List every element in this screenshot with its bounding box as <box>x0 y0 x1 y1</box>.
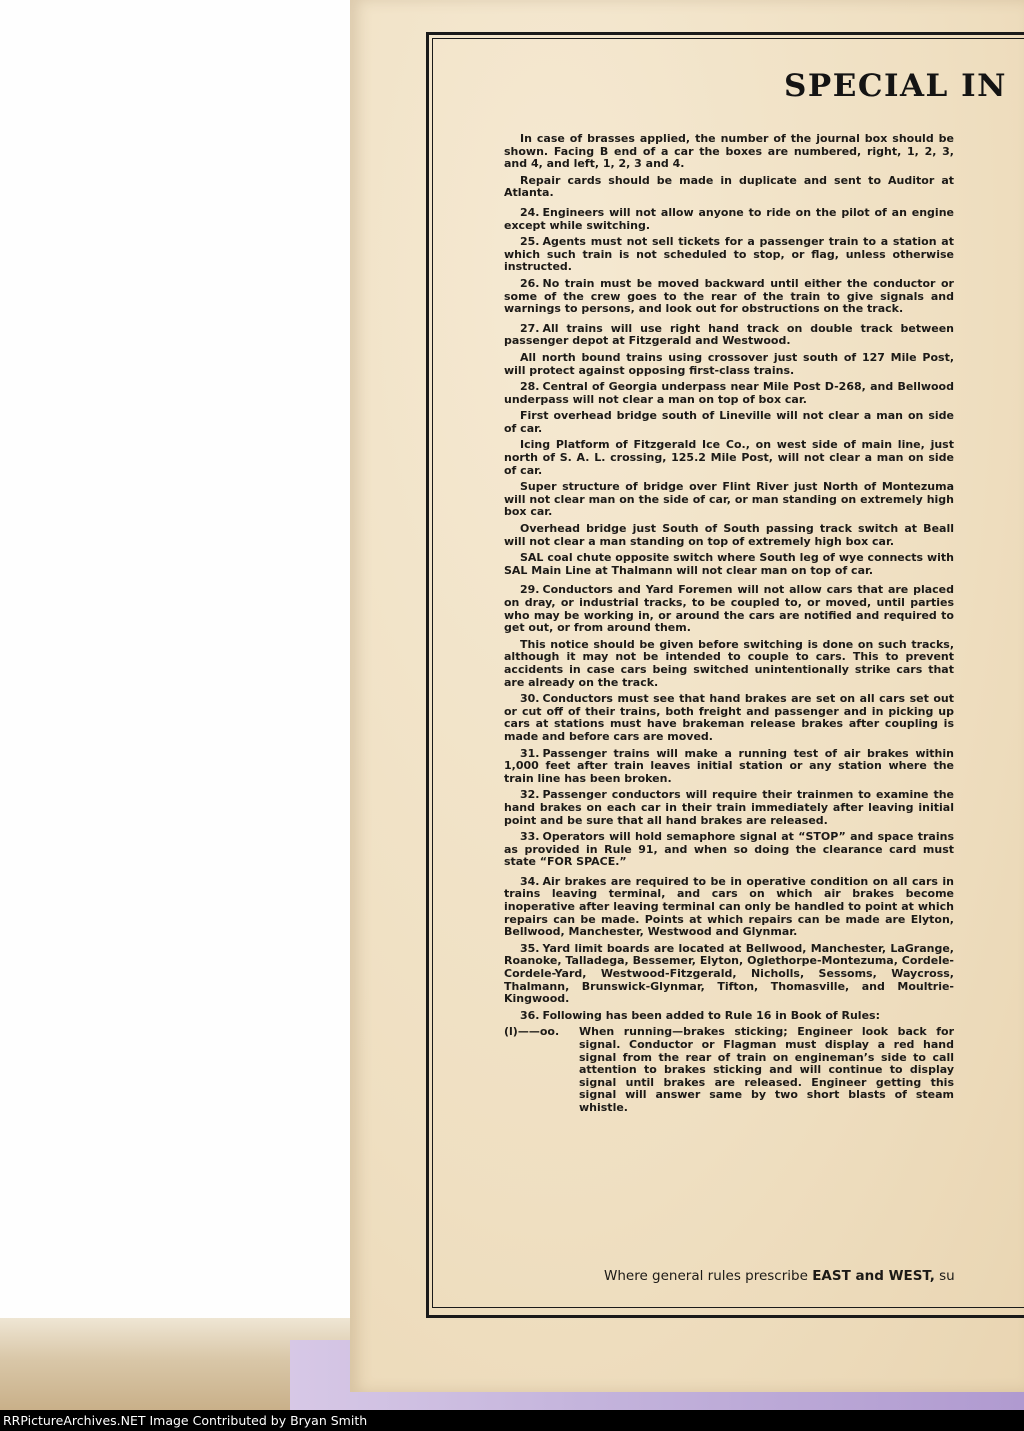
instruction-text: Following has been added to Rule 16 in Book of Rules: <box>542 1008 880 1022</box>
rule-number: 32. <box>520 788 540 802</box>
footer-note-after: su <box>934 1268 955 1284</box>
instruction-text: Central of Georgia underpass near Mile Post D-268, and Bellwood underpass will not clear a man on top of box car. <box>504 380 954 406</box>
instruction-paragraph <box>504 552 954 577</box>
instruction-paragraph <box>504 481 954 519</box>
instruction-text: Repair cards should be made in duplicate and sent to Auditor at Atlanta. <box>504 173 954 200</box>
instruction-paragraph <box>504 748 954 786</box>
instruction-text: All trains will use right hand track on double track between passenger depot at Fitzgerald and Westwood. <box>504 321 954 348</box>
instruction-paragraph <box>504 1010 954 1023</box>
instruction-text: Yard limit boards are located at Bellwood, Manchester, LaGrange, Roanoke, Talladega, Bessemer, Elyton, Oglethorpe-Montezuma, Cordele-Cordele-Yard, Westwood-Fitzgerald, Nicholls, Sessoms, Waycross, Thalmann, Brunswick-Glynmar, Tifton, Thomasville, and Moultrie-Kingwood. <box>504 941 954 1006</box>
instructions-list <box>504 133 954 1022</box>
rule-number: 35. <box>520 941 540 955</box>
sub-item-text: When running—brakes sticking; Engineer look back for signal. Conductor or Flagman must display a red hand signal from the rear of train on engineman’s side to call attention to brakes sticking and will continue to display signal until brakes are released. Engineer getting this signal will answer same by two short blasts of steam whistle. <box>579 1025 954 1114</box>
instruction-paragraph <box>504 175 954 200</box>
instruction-text: Conductors must see that hand brakes are set on all cars set out or cut off of their trains, both freight and passenger and in picking up cars at stations must have brakeman release brakes after coupling is made and before cars are moved. <box>504 692 954 743</box>
instruction-text: Operators will hold semaphore signal at “STOP” and space trains as provided in Rule 91, and when so doing the clearance card must state “FOR SPACE.” <box>504 830 954 869</box>
instruction-paragraph <box>504 789 954 827</box>
instruction-paragraph <box>504 693 954 743</box>
blank-facing-page <box>0 0 351 1410</box>
footer-note-before: Where general rules prescribe <box>604 1268 813 1284</box>
instruction-paragraph <box>504 207 954 232</box>
instruction-text: Passenger trains will make a running test of air brakes within 1,000 feet after train leaves initial station or any station where the train line has been broken. <box>504 746 954 785</box>
instruction-text: Passenger conductors will require their trainmen to examine the hand brakes on each car in their train immediately after leaving initial point and be sure that all hand brakes are released. <box>504 788 954 827</box>
instruction-paragraph <box>504 876 954 939</box>
instruction-paragraph <box>504 943 954 1006</box>
instruction-text: No train must be moved backward until either the conductor or some of the crew goes to the rear of the train to give signals and warnings to persons, and look out for obstructions on the track. <box>504 276 954 316</box>
instruction-text: SAL coal chute opposite switch where South leg of wye connects with SAL Main Line at Thalmann will not clear man on top of car. <box>504 551 954 577</box>
instruction-paragraph <box>504 584 954 634</box>
instruction-text: Engineers will not allow anyone to ride on the pilot of an engine except while switching. <box>504 205 954 232</box>
rule-number: 26. <box>520 276 540 290</box>
rule-number: 33. <box>520 830 540 844</box>
rule-sub-item <box>504 1026 954 1114</box>
instruction-paragraph <box>504 523 954 548</box>
rule-number: 36. <box>520 1008 540 1022</box>
instruction-paragraph <box>504 236 954 274</box>
instruction-paragraph <box>504 831 954 869</box>
instruction-paragraph <box>504 278 954 316</box>
sub-item-marker: (l)——oo. <box>504 1025 560 1039</box>
instruction-paragraph <box>504 323 954 348</box>
rule-number: 25. <box>520 235 540 249</box>
instruction-text: Super structure of bridge over Flint River just North of Montezuma will not clear man on the side of car, or man standing on extremely high box car. <box>504 480 954 519</box>
instruction-text: Conductors and Yard Foremen will not allow cars that are placed on dray, or industrial tracks, to be coupled to, or moved, until parties who may be working in, or around the cars are notified and required to get out, or from around them. <box>504 583 954 635</box>
instruction-text: Icing Platform of Fitzgerald Ice Co., on west side of main line, just north of S. A. L. crossing, 125.2 Mile Post, will not clear a man on side of car. <box>504 438 954 477</box>
instruction-text: Air brakes are required to be in operative condition on all cars in trains leaving terminal, and cars on which air brakes become inoperative after leaving terminal can only be handled to point at which repairs can be made. Points at which repairs can be made are Elyton, Bellwood, Manchester, Westwood and Glynmar. <box>504 874 954 939</box>
footer-note-emphasis: EAST and WEST, <box>812 1268 935 1284</box>
instruction-paragraph <box>504 352 954 377</box>
rule-number: 31. <box>520 746 540 760</box>
instruction-paragraph <box>504 410 954 435</box>
instruction-text: Agents must not sell tickets for a passenger train to a station at which such train is not scheduled to stop, or flag, unless otherwise instructed. <box>504 235 954 274</box>
rule-number: 30. <box>520 692 540 706</box>
rule-number: 28. <box>520 380 540 394</box>
rule-number: 29. <box>520 583 540 597</box>
instruction-text: All north bound trains using crossover just south of 127 Mile Post, will protect against opposing first-class trains. <box>504 350 954 377</box>
instruction-paragraph <box>504 381 954 406</box>
rule-number: 27. <box>520 321 540 335</box>
instruction-paragraph <box>504 439 954 477</box>
instruction-paragraph <box>504 133 954 171</box>
rule-number: 24. <box>520 205 540 219</box>
instruction-text: In case of brasses applied, the number of the journal box should be shown. Facing B end of a car the boxes are numbered, right, 1, 2, 3, and 4, and left, 1, 2, 3 and 4. <box>504 132 954 171</box>
rule-number: 34. <box>520 874 540 888</box>
page-heading: SPECIAL IN <box>784 68 1007 104</box>
instructions-column <box>504 133 954 1115</box>
instruction-text: This notice should be given before switching is done on such tracks, although it may not be intended to couple to cars. This to prevent accidents in case cars being switched unintentionally strike cars that are already on the track. <box>504 637 954 689</box>
instruction-text: Overhead bridge just South of South passing track switch at Beall will not clear a man standing on top of extremely high box car. <box>504 522 954 548</box>
image-credit-bar: RRPictureArchives.NET Image Contributed by Bryan Smith <box>0 1410 1024 1431</box>
footer-note <box>604 1268 955 1284</box>
instruction-text: First overhead bridge south of Lineville will not clear a man on side of car. <box>504 409 954 435</box>
instruction-paragraph <box>504 639 954 689</box>
